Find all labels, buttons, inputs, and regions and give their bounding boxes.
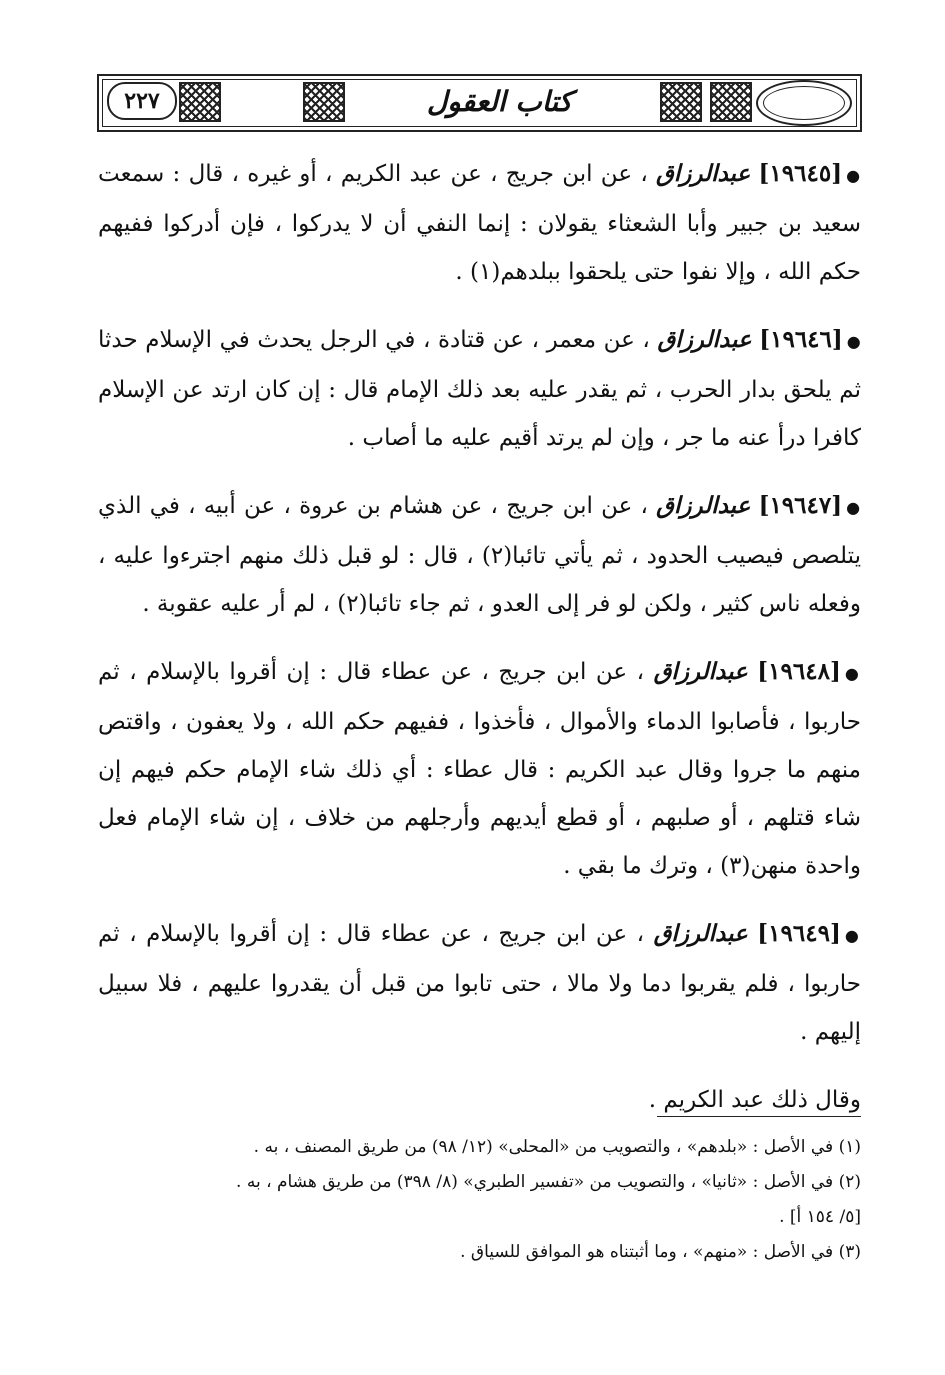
hadith-number: [١٩٦٤٦] [759,326,843,353]
bullet-icon: ● [846,332,862,351]
hadith-author: عبدالرزاق [656,160,751,187]
hadith-author: عبدالرزاق [653,920,748,947]
footnote: (٢) في الأصل : «ثانيا» ، والتصويب من «تفسير الطبري» (٨/ ٣٩٨) من طريق هشام ، به . [236,1172,861,1192]
hadith-entry [98,910,861,1056]
footnote: [٥/ ١٥٤ أ] . [779,1207,861,1227]
bullet-icon: ● [844,926,861,945]
closing-line: وقال ذلك عبد الكريم . [648,1087,861,1113]
chapter-title: كتاب العقول [426,85,573,118]
hadith-author: عبدالرزاق [656,492,751,519]
footnote-divider [657,1116,861,1117]
hadith-text: ، عن ابن جريج ، عن هشام بن عروة ، عن أبيه ، في الذي يتلصص فيصيب الحدود ، ثم يأتي تائبا(٢) ، قال : لو قبل ذلك منهم اجترءوا عليه ، وفعله ناس كثير ، ولكن لو فر إلى العدو ، ثم جاء تائبا(٢) ، لم أر عليه عقوبة . [98,493,861,617]
footnote: (٣) في الأصل : «منهم» ، وما أثبتناه هو الموافق للسياق . [460,1242,861,1262]
hadith-author: عبدالرزاق [653,658,748,685]
ornament-right-1 [660,82,702,122]
book-seal-ring [763,86,845,120]
page-number: ٢٢٧ [107,82,177,120]
ornament-left-1 [179,82,221,122]
page-header [97,74,862,132]
footnotes [98,1130,861,1270]
hadith-author: عبدالرزاق [657,326,752,353]
ornament-right-2 [710,82,752,122]
bullet-icon: ● [846,498,861,517]
hadith-entry [98,482,861,628]
main-text [98,150,861,1124]
hadith-number: [١٩٦٤٥] [758,160,843,187]
hadith-text: ، عن ابن جريج ، عن عطاء قال : إن أقروا بالإسلام ، ثم حاربوا ، فلم يقربوا دما ولا مالا ، حتى تابوا من قبل أن يقدروا عليهم ، فلا سبيل إليهم . [98,921,861,1045]
bullet-icon: ● [844,664,861,683]
book-seal-logo [756,80,852,126]
hadith-entry [98,648,861,890]
ornament-left-2 [303,82,345,122]
hadith-text: ، عن ابن جريج ، عن عبد الكريم ، أو غيره ، قال : سمعت سعيد بن جبير وأبا الشعثاء يقولان : إنما النفي أن لا يدركوا ، فإن أدركوا ففيهم حكم الله ، وإلا نفوا حتى يلحقوا ببلدهم(١) . [98,161,862,285]
footnote: (١) في الأصل : «بلدهم» ، والتصويب من «المحلى» (١٢/ ٩٨) من طريق المصنف ، به . [253,1137,861,1157]
hadith-entry [98,150,861,296]
hadith-text: ، عن ابن جريج ، عن عطاء قال : إن أقروا بالإسلام ، ثم حاربوا ، فأصابوا الدماء والأموال ، فأخذوا ، ففيهم حكم الله ، ولا يعفون ، واقتص منهم ما جروا وقال عبد الكريم : قال عطاء : أي ذلك شاء الإمام حكم فيهم إن شاء قتلهم ، أو صلبهم ، أو قطع أيديهم وأرجلهم من خلاف ، إن شاء الإمام فعل واحدة منهن(٣) ، وترك ما بقي . [98,659,861,879]
hadith-number: [١٩٦٤٩] [757,920,841,947]
hadith-number: [١٩٦٤٨] [757,658,841,685]
hadith-entry [98,316,861,462]
hadith-text: ، عن معمر ، عن قتادة ، في الرجل يحدث في الإسلام حدثا ثم يلحق بدار الحرب ، ثم يقدر عليه بعد ذلك الإمام قال : إن كان ارتد عن الإسلام كافرا درأ عنه ما جر ، وإن لم يرتد أقيم عليه ما أصاب . [98,327,861,451]
hadith-number: [١٩٦٤٧] [758,492,843,519]
bullet-icon: ● [846,166,862,185]
